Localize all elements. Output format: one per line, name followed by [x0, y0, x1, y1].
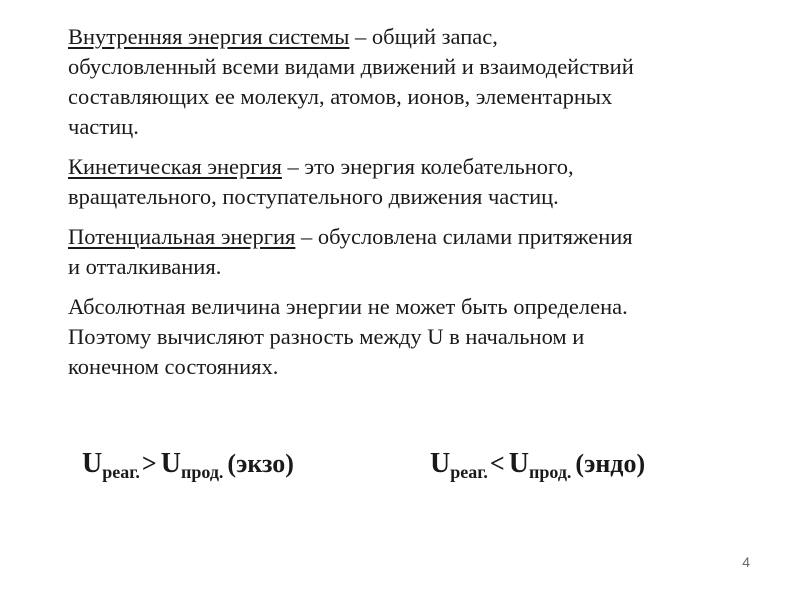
formulas	[0, 448, 800, 496]
formula-endo-right-symbol: U	[508, 448, 529, 479]
formula-exo-note: (экзо)	[227, 449, 294, 478]
paragraph-kinetic-energy	[68, 152, 768, 212]
formula-endothermic	[430, 448, 645, 480]
formula-endo-left-subscript: реаг.	[450, 462, 488, 482]
internal-energy-definition-start: – общий запас,	[349, 24, 498, 49]
absolute-energy-line3: конечном состояниях.	[68, 354, 279, 379]
potential-energy-definition-start: – обусловлена силами притяжения	[295, 224, 633, 249]
formula-exo-right-subscript: прод.	[180, 462, 224, 482]
paragraph-internal-energy	[68, 22, 768, 142]
potential-energy-line2: и отталкивания.	[68, 254, 222, 279]
formula-endo-left-symbol: U	[430, 448, 451, 479]
internal-energy-line4: частиц.	[68, 114, 139, 139]
paragraph-potential-energy-line1	[68, 222, 768, 252]
term-kinetic-energy: Кинетическая энергия	[68, 154, 282, 179]
slide-body	[68, 22, 768, 392]
formula-endo-operator: <	[489, 449, 505, 478]
internal-energy-line3: составляющих ее молекул, атомов, ионов, элементарных	[68, 84, 613, 109]
formula-exothermic	[82, 448, 294, 480]
absolute-energy-line1: Абсолютная величина энергии не может быть определена.	[68, 294, 628, 319]
internal-energy-line2: обусловленный всеми видами движений и взаимодействий	[68, 54, 634, 79]
formula-exo-left-symbol: U	[82, 448, 103, 479]
paragraph-potential-energy	[68, 222, 768, 282]
term-internal-energy: Внутренняя энергия системы	[68, 24, 350, 49]
absolute-energy-line2: Поэтому вычисляют разность между U в начальном и	[68, 324, 585, 349]
kinetic-energy-definition-start: – это энергия колебательного,	[281, 154, 574, 179]
paragraph-kinetic-energy-line1	[68, 152, 768, 182]
page-number: 4	[742, 554, 750, 570]
formula-endo-right-subscript: прод.	[528, 462, 572, 482]
kinetic-energy-line2: вращательного, поступательного движения частиц.	[68, 184, 559, 209]
term-potential-energy: Потенциальная энергия	[68, 224, 296, 249]
formula-exo-operator: >	[141, 449, 157, 478]
formula-endo-note: (эндо)	[575, 449, 646, 478]
paragraph-internal-energy-line1	[68, 22, 768, 52]
paragraph-absolute-energy	[68, 292, 768, 382]
formula-exo-left-subscript: реаг.	[102, 462, 140, 482]
formula-exo-right-symbol: U	[160, 448, 181, 479]
